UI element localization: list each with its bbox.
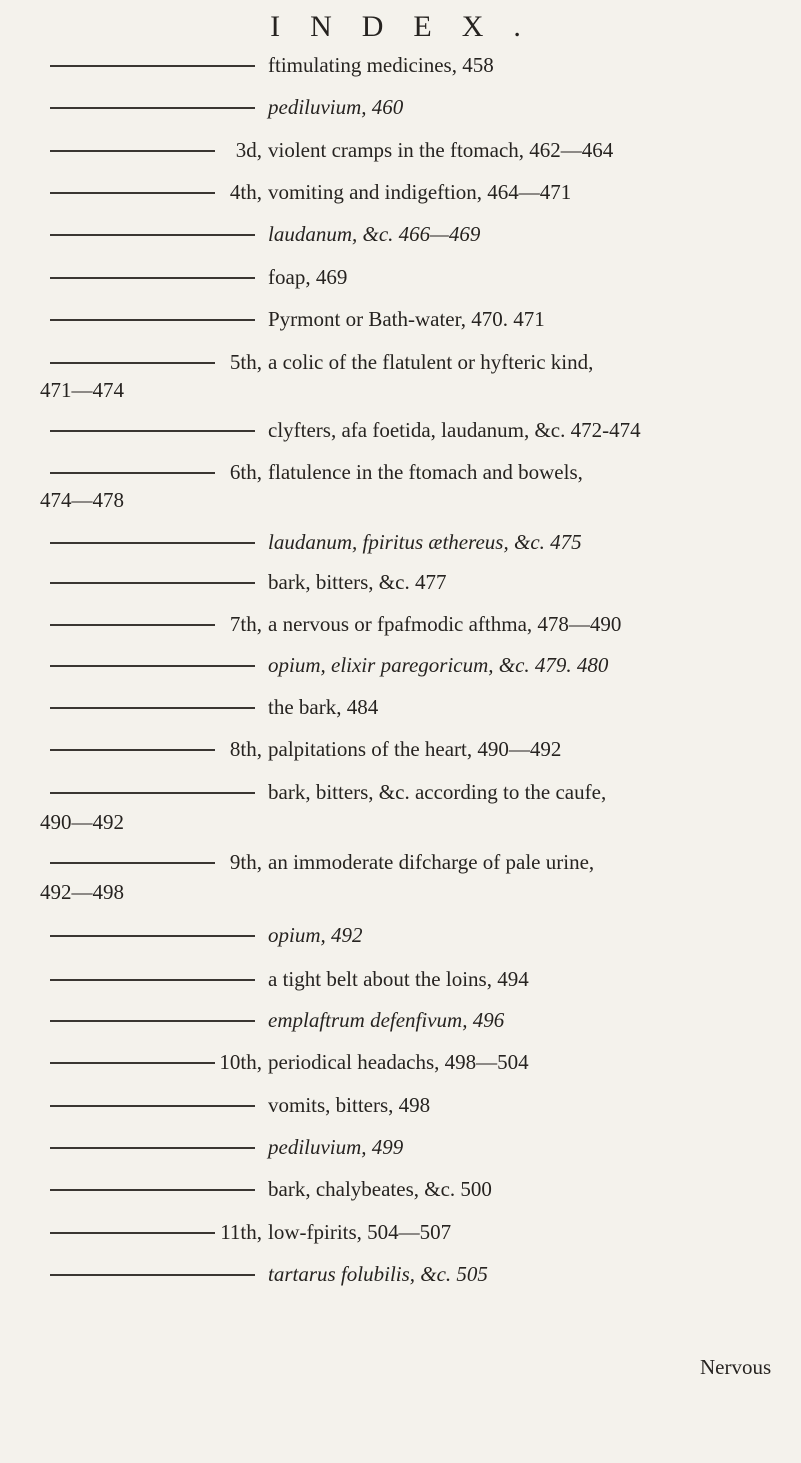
leader-dash — [50, 1232, 215, 1234]
leader-dash — [50, 362, 215, 364]
index-entry — [0, 1130, 801, 1170]
entry-lead: 11th, — [220, 1220, 262, 1244]
index-entry — [0, 732, 801, 772]
leader-dash — [50, 1147, 255, 1149]
index-entry — [0, 1088, 801, 1128]
entry-text: bark, chalybeates, &c. 500 — [268, 1177, 492, 1201]
leader-dash — [50, 192, 215, 194]
entry-text: a colic of the flatulent or hyfteric kind, — [268, 350, 594, 374]
leader-dash — [50, 1062, 215, 1064]
index-entry — [0, 648, 801, 688]
leader-dash — [50, 979, 255, 981]
entry-text: bark, bitters, &c. according to the caufe, — [268, 780, 607, 804]
entry-text: tartarus folubilis, &c. 505 — [268, 1262, 488, 1286]
leader-dash — [50, 1105, 255, 1107]
leader-dash — [50, 749, 215, 751]
entry-text: flatulence in the ftomach and bowels, — [268, 460, 583, 484]
entry-text: laudanum, &c. 466—469 — [268, 222, 481, 246]
entry-text: bark, bitters, &c. 477 — [268, 570, 447, 594]
leader-dash — [50, 65, 255, 67]
entry-text: vomiting and indigeftion, 464—471 — [268, 180, 572, 204]
entry-lead: 8th, — [229, 737, 262, 761]
index-entry — [0, 1003, 801, 1043]
index-entry — [0, 217, 801, 257]
index-entry — [0, 845, 801, 885]
entry-lead: 6th, — [229, 460, 262, 484]
index-entry — [0, 90, 801, 130]
leader-dash — [50, 542, 255, 544]
leader-dash — [50, 234, 255, 236]
entry-text: low-fpirits, 504—507 — [268, 1220, 452, 1244]
leader-dash — [50, 1274, 255, 1276]
leader-dash — [50, 1020, 255, 1022]
entry-text: laudanum, fpiritus æthereus, &c. 475 — [268, 530, 582, 554]
index-entry — [0, 607, 801, 647]
index-entry — [0, 565, 801, 605]
page-range-continuation: 474—478 — [40, 488, 124, 512]
index-entry — [0, 1172, 801, 1212]
page-range-continuation: 471—474 — [40, 378, 124, 402]
index-entry — [0, 48, 801, 88]
index-entry — [0, 302, 801, 342]
entry-text: a tight belt about the loins, 494 — [268, 967, 529, 991]
index-entry — [0, 690, 801, 730]
index-entry — [0, 133, 801, 173]
entry-lead: 3d, — [235, 138, 262, 162]
index-entry — [0, 775, 801, 815]
entry-text: palpitations of the heart, 490—492 — [268, 737, 562, 761]
index-entry — [0, 525, 801, 565]
entry-lead: 10th, — [219, 1050, 262, 1074]
entry-text: the bark, 484 — [268, 695, 379, 719]
entry-text: opium, elixir paregoricum, &c. 479. 480 — [268, 653, 609, 677]
entry-lead: 9th, — [229, 850, 262, 874]
entry-text: Pyrmont or Bath-water, 470. 471 — [268, 307, 545, 331]
leader-dash — [50, 319, 255, 321]
catchword: Nervous — [700, 1355, 772, 1379]
entry-text: opium, 492 — [268, 923, 363, 947]
entry-lead: 4th, — [229, 180, 262, 204]
leader-dash — [50, 707, 255, 709]
index-entry — [0, 413, 801, 453]
entry-text: foap, 469 — [268, 265, 348, 289]
leader-dash — [50, 472, 215, 474]
leader-dash — [50, 430, 255, 432]
entry-text: a nervous or fpafmodic afthma, 478—490 — [268, 612, 622, 636]
index-entry — [0, 918, 801, 958]
entry-text: pediluvium, 499 — [268, 1135, 404, 1159]
leader-dash — [50, 582, 255, 584]
leader-dash — [50, 935, 255, 937]
index-entry — [0, 1257, 801, 1297]
leader-dash — [50, 792, 255, 794]
index-entry — [0, 1215, 801, 1255]
leader-dash — [50, 624, 215, 626]
entry-text: clyfters, afa foetida, laudanum, &c. 472-474 — [268, 418, 641, 442]
leader-dash — [50, 862, 215, 864]
leader-dash — [50, 665, 255, 667]
entry-text: pediluvium, 460 — [268, 95, 404, 119]
entry-text: ftimulating medicines, 458 — [268, 53, 494, 77]
index-entry — [0, 175, 801, 215]
page-range-continuation: 490—492 — [40, 810, 124, 834]
index-entry — [0, 962, 801, 1002]
entry-text: emplaftrum defenfivum, 496 — [268, 1008, 505, 1032]
entry-text: violent cramps in the ftomach, 462—464 — [268, 138, 614, 162]
leader-dash — [50, 1189, 255, 1191]
leader-dash — [50, 150, 215, 152]
page-title: INDEX. — [270, 10, 551, 43]
entry-text: vomits, bitters, 498 — [268, 1093, 431, 1117]
leader-dash — [50, 107, 255, 109]
entry-lead: 7th, — [229, 612, 262, 636]
entry-text: periodical headachs, 498—504 — [268, 1050, 529, 1074]
index-entry — [0, 260, 801, 300]
entry-lead: 5th, — [229, 350, 262, 374]
page-range-continuation: 492—498 — [40, 880, 124, 904]
index-entry — [0, 1045, 801, 1085]
entry-text: an immoderate difcharge of pale urine, — [268, 850, 595, 874]
leader-dash — [50, 277, 255, 279]
